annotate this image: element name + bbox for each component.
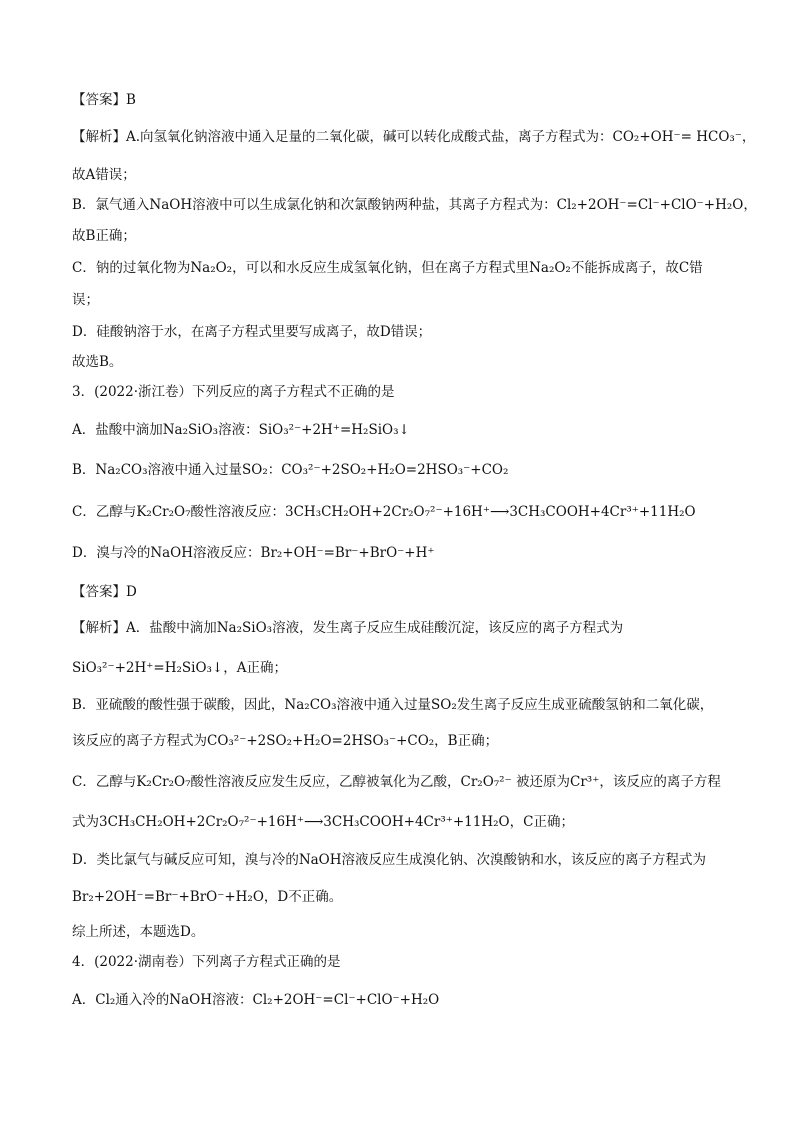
text-line-25: 4．(2022·湖南卷）下列离子方程式正确的是 <box>72 954 341 970</box>
text-line-23: Br₂+2OH⁻=Br⁻+BrO⁻+H₂O，D不正确。 <box>72 889 343 905</box>
text-line-14: D．溴与冷的NaOH溶液反应：Br₂+OH⁻=Br⁻+BrO⁻+H⁺ <box>72 545 435 561</box>
text-line-17: SiO₃²⁻+2H⁺=H₂SiO₃↓，A正确； <box>72 660 287 676</box>
text-line-16: 【解析】A．盐酸中滴加Na₂SiO₃溶液，发生离子反应生成硅酸沉淀，该反应的离子方程式为 <box>72 620 624 636</box>
text-line-10: 3．(2022·浙江卷）下列反应的离子方程式不正确的是 <box>72 384 395 400</box>
text-line-20: C．乙醇与K₂Cr₂O₇酸性溶液反应发生反应，乙醇被氧化为乙酸，Cr₂O₇²⁻ 被还原为Cr³⁺，该反应的离子方程 <box>72 774 721 790</box>
text-line-26: A．Cl₂通入冷的NaOH溶液：Cl₂+2OH⁻=Cl⁻+ClO⁻+H₂O <box>72 992 440 1008</box>
text-line-12: B．Na₂CO₃溶液中通入过量SO₂：CO₃²⁻+2SO₂+H₂O=2HSO₃⁻+CO₂ <box>72 462 509 478</box>
text-line-24: 综上所述，本题选D。 <box>72 924 205 940</box>
text-line-2: 【解析】A.向氢氧化钠溶液中通入足量的二氧化碳，碱可以转化成酸式盐，离子方程式为：CO₂+OH⁻= HCO₃⁻， <box>72 129 756 145</box>
text-line-19: 该反应的离子方程式为CO₃²⁻+2SO₂+H₂O=2HSO₃⁻+CO₂，B正确； <box>72 733 499 749</box>
text-line-15: 【答案】D <box>72 584 137 600</box>
text-line-9: 故选B。 <box>72 354 123 370</box>
text-line-5: 故B正确； <box>72 228 136 244</box>
text-line-1: 【答案】B <box>72 92 136 108</box>
text-line-4: B．氯气通入NaOH溶液中可以生成氯化钠和次氯酸钠两种盐，其离子方程式为：Cl₂+2OH⁻=Cl⁻+ClO⁻+H₂O， <box>72 197 757 213</box>
text-line-21: 式为3CH₃CH₂OH+2Cr₂O₇²⁻+16H⁺⟶3CH₃COOH+4Cr³⁺+11H₂O，C正确； <box>72 814 574 830</box>
text-line-8: D．硅酸钠溶于水，在离子方程式里要写成离子，故D错误； <box>72 324 432 340</box>
text-line-18: B．亚硫酸的酸性强于碳酸，因此，Na₂CO₃溶液中通入过量SO₂发生离子反应生成亚硫酸氢钠和二氧化碳， <box>72 697 714 713</box>
text-line-11: A．盐酸中滴加Na₂SiO₃溶液：SiO₃²⁻+2H⁺=H₂SiO₃↓ <box>72 422 410 438</box>
text-line-7: 误； <box>72 292 99 308</box>
text-line-22: D．类比氯气与碱反应可知，溴与冷的NaOH溶液反应生成溴化钠、次溴酸钠和水，该反应的离子方程式为 <box>72 852 707 868</box>
text-line-3: 故A错误； <box>72 167 136 183</box>
text-line-13: C．乙醇与K₂Cr₂O₇酸性溶液反应：3CH₃CH₂OH+2Cr₂O₇²⁻+16H⁺⟶3CH₃COOH+4Cr³⁺+11H₂O <box>72 504 696 520</box>
text-line-6: C．钠的过氧化物为Na₂O₂，可以和水反应生成氢氧化钠，但在离子方程式里Na₂O₂不能拆成离子，故C错 <box>72 260 703 276</box>
